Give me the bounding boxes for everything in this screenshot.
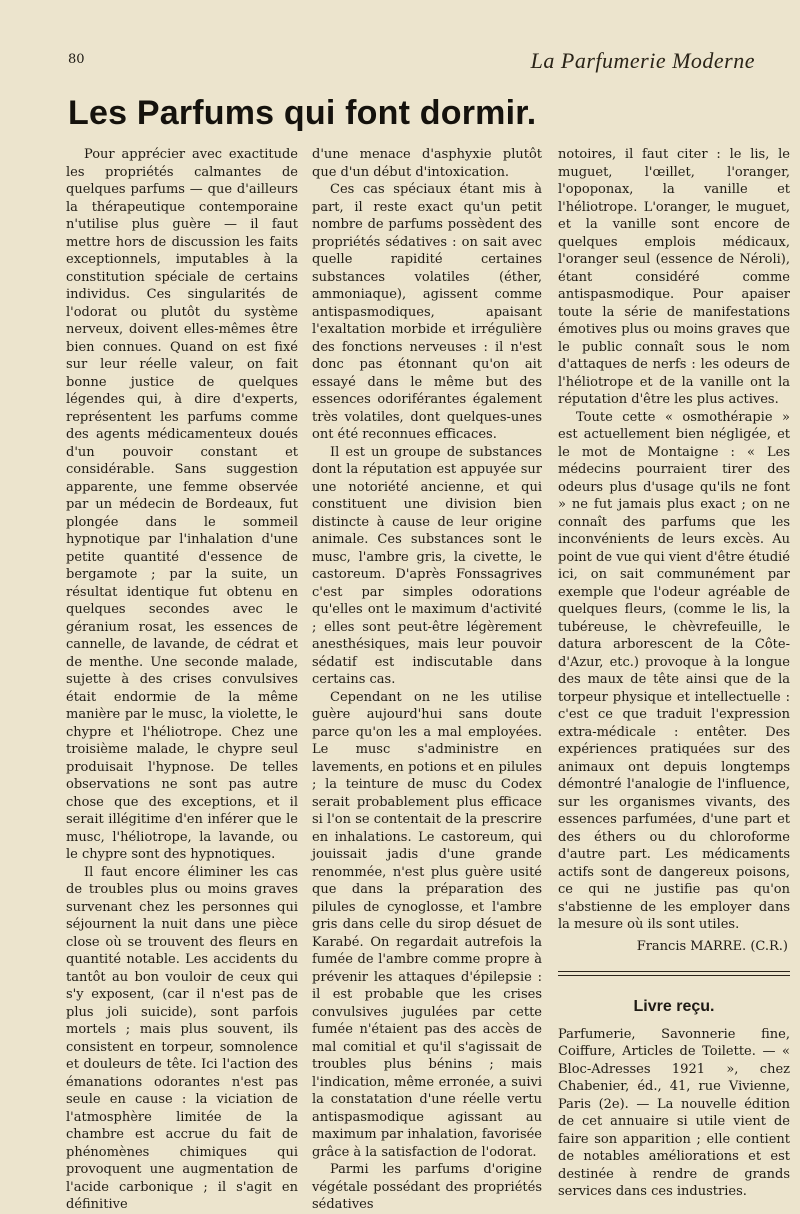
paragraph: Il faut encore éliminer les cas de troubles plus ou moins graves survenant chez les personnes qui séjournent la nuit dans une pièce close où se trouvent des fleurs en quantité notable. Les accidents du tantôt au bon vouloir de ceux qui s'y exposent, (car il n'est pas de plus joli suicide), sont parfois mortels ; mais plus souvent, ils consistent en torpeur, somnolence et douleurs de tête. Ici l'action des émanations odorantes n'est pas seule en cause : la viciation de l'atmosphère limitée de la chambre est accrue du fait de phénomènes chimiques qui provoquent une augmentation de l'acide carbonique ; il s'agit en définitive xyxy=(66,864,298,1212)
paragraph: notoires, il faut citer : le lis, le muguet, l'œillet, l'oranger, l'opoponax, la vanille et l'héliotrope. L'oranger, le muguet, et la vanille sont encore de quelques emplois médicaux, l'oranger seul (essence de Néroli), étant considéré comme antispasmodique. Pour apaiser toute la série de manifestations émotives plus ou moins graves que le public connaît sous le nom d'attaques de nerfs : les odeurs de l'héliotrope et de la vanille ont la réputation d'être les plus actives. xyxy=(558,147,790,407)
paragraph: Toute cette « osmothérapie » est actuellement bien négligée, et le mot de Montaigne : « Les médecins pourraient tirer des odeurs plus d'usage qu'ils ne font » ne fut jamais plus exact ; on ne connaît des parfums que les inconvénients de leurs excès. Au point de vue qui vient d'être étudié ici, on sait communément par exemple que l'odeur agréable de quelques fleurs, (comme le lis, la tubéreuse, le chèvrefeuille, le datura arborescent de la Côte-d'Azur, etc.) provoque à la longue des maux de tête ainsi que de la torpeur physique et intellectuelle : c'est ce que traduit l'expression extra-médicale : entêter. Des expériences pratiquées sur des animaux ont depuis longtemps démontré l'analogie de l'influence, sur les organismes vivants, des essences parfumées, d'une part et des éthers ou du chloroforme d'autre part. Les médicaments actifs sont de dangereux poisons, ce qui ne justifie pas qu'on s'abstienne de les employer dans la mesure où ils sont utiles. xyxy=(558,409,790,932)
divider-line xyxy=(558,971,790,972)
paragraph: Ces cas spéciaux étant mis à part, il reste exact qu'un petit nombre de parfums possèdent des propriétés sédatives : on sait avec quelle rapidité certaines substances volatiles (éther, ammoniaque), agissent comme antispasmodiques, apaisant l'exaltation morbide et irrégulière des fonctions nerveuses : il n'est donc pas étonnant qu'on ait essayé dans le même but des essences odoriférantes également très volatiles, dont quelques-unes ont été reconnues efficaces. xyxy=(312,182,542,442)
paragraph: Il est un groupe de substances dont la réputation est appuyée sur une notoriété ancienne, et qui constituent une division bien distincte à cause de leur origine animale. Ces substances sont le musc, l'ambre gris, la civette, le castoreum. D'après Fonssagrives c'est par simples odorations qu'elles ont le maximum d'activité ; elles sont peut-être légèrement anesthésiques, mais leur pouvoir sédatif est indiscutable dans certains cas. xyxy=(312,444,542,687)
section-divider xyxy=(558,971,790,976)
journal-masthead: La Parfumerie Moderne xyxy=(530,48,755,73)
paragraph: Pour apprécier avec exactitude les propriétés calmantes de quelques parfums — que d'ailleurs la thérapeutique contemporaine n'utilise plus guère — il faut mettre hors de discussion les faits exceptionnels, imputables à la constitution spéciale de certains individus. Ces singularités de l'odorat ou plutôt du système nerveux, doivent elles-mêmes être bien connues. Quand on est fixé sur leur réelle valeur, on fait bonne justice de quelques légendes qui, à dire d'experts, représentent les parfums comme des agents médicamenteux doués d'un pouvoir constant et considérable. Sans suggestion apparente, une femme observée par un médecin de Bordeaux, fut plongée dans le sommeil hypnotique par l'inhalation d'une petite quantité d'essence de bergamote ; par la suite, un résultat identique fut obtenu en quelques secondes avec le géranium rosat, les essences de cannelle, de lavande, de cédrat et de menthe. Une seconde malade, sujette à des crises convulsives était endormie de la même manière par le musc, la violette, le chypre et l'héliotrope. Chez une troisième malade, le chypre seul produisait l'hypnose. De telles observations ne sont pas autre chose que des exceptions, et il serait illégitime d'en inférer que le musc, l'héliotrope, la lavande, ou le chypre sont des hypnotiques. xyxy=(66,147,298,862)
paragraph: Parmi les parfums d'origine végétale possédant des propriétés sédatives xyxy=(312,1162,542,1212)
article-title: Les Parfums qui font dormir. xyxy=(68,94,537,132)
article-column-2 xyxy=(312,146,542,1214)
paragraph: d'une menace d'asphyxie plutôt que d'un début d'intoxication. xyxy=(312,147,542,180)
author-signature: Francis MARRE. (C.R.) xyxy=(636,938,788,954)
book-notice-text: Parfumerie, Savonnerie fine, Coiffure, Articles de Toilette. — « Bloc-Adresses 1921 », chez Chabenier, éd., 41, rue Vivienne, Paris (2e). — La nouvelle édition de cet annuaire si utile vient de faire son apparition ; elle contient de notables améliorations et est destinée à rendre de grands services dans ces industries. xyxy=(558,1026,790,1199)
article-column-1 xyxy=(66,146,298,1214)
book-notice-heading: Livre reçu. xyxy=(633,998,715,1015)
article-column-3 xyxy=(558,146,790,1201)
page-number: 80 xyxy=(68,52,85,67)
paragraph: Cependant on ne les utilise guère aujourd'hui sans doute parce qu'on les a mal employées. Le musc s'administre en lavements, en potions et en pilules ; la teinture de musc du Codex serait probablement plus efficace si l'on se contentait de la prescrire en inhalations. Le castoreum, qui jouissait jadis d'une grande renommée, n'est plus guère usité que dans la préparation des pilules de cynoglosse, et l'ambre gris dans celle du sirop désuet de Karabé. On regardait autrefois la fumée de l'ambre comme propre à prévenir les attaques d'épilepsie : il est probable que les crises convulsives jugulées par cette fumée n'étaient pas des accès de mal comitial et qu'il s'agissait de troubles plus bénins ; mais l'indication, même erronée, a suivi la constatation d'une réelle vertu antispasmodique agissant au maximum par inhalation, favorisée grâce à la satisfaction de l'odorat. xyxy=(312,689,542,1160)
divider-line xyxy=(558,975,790,976)
